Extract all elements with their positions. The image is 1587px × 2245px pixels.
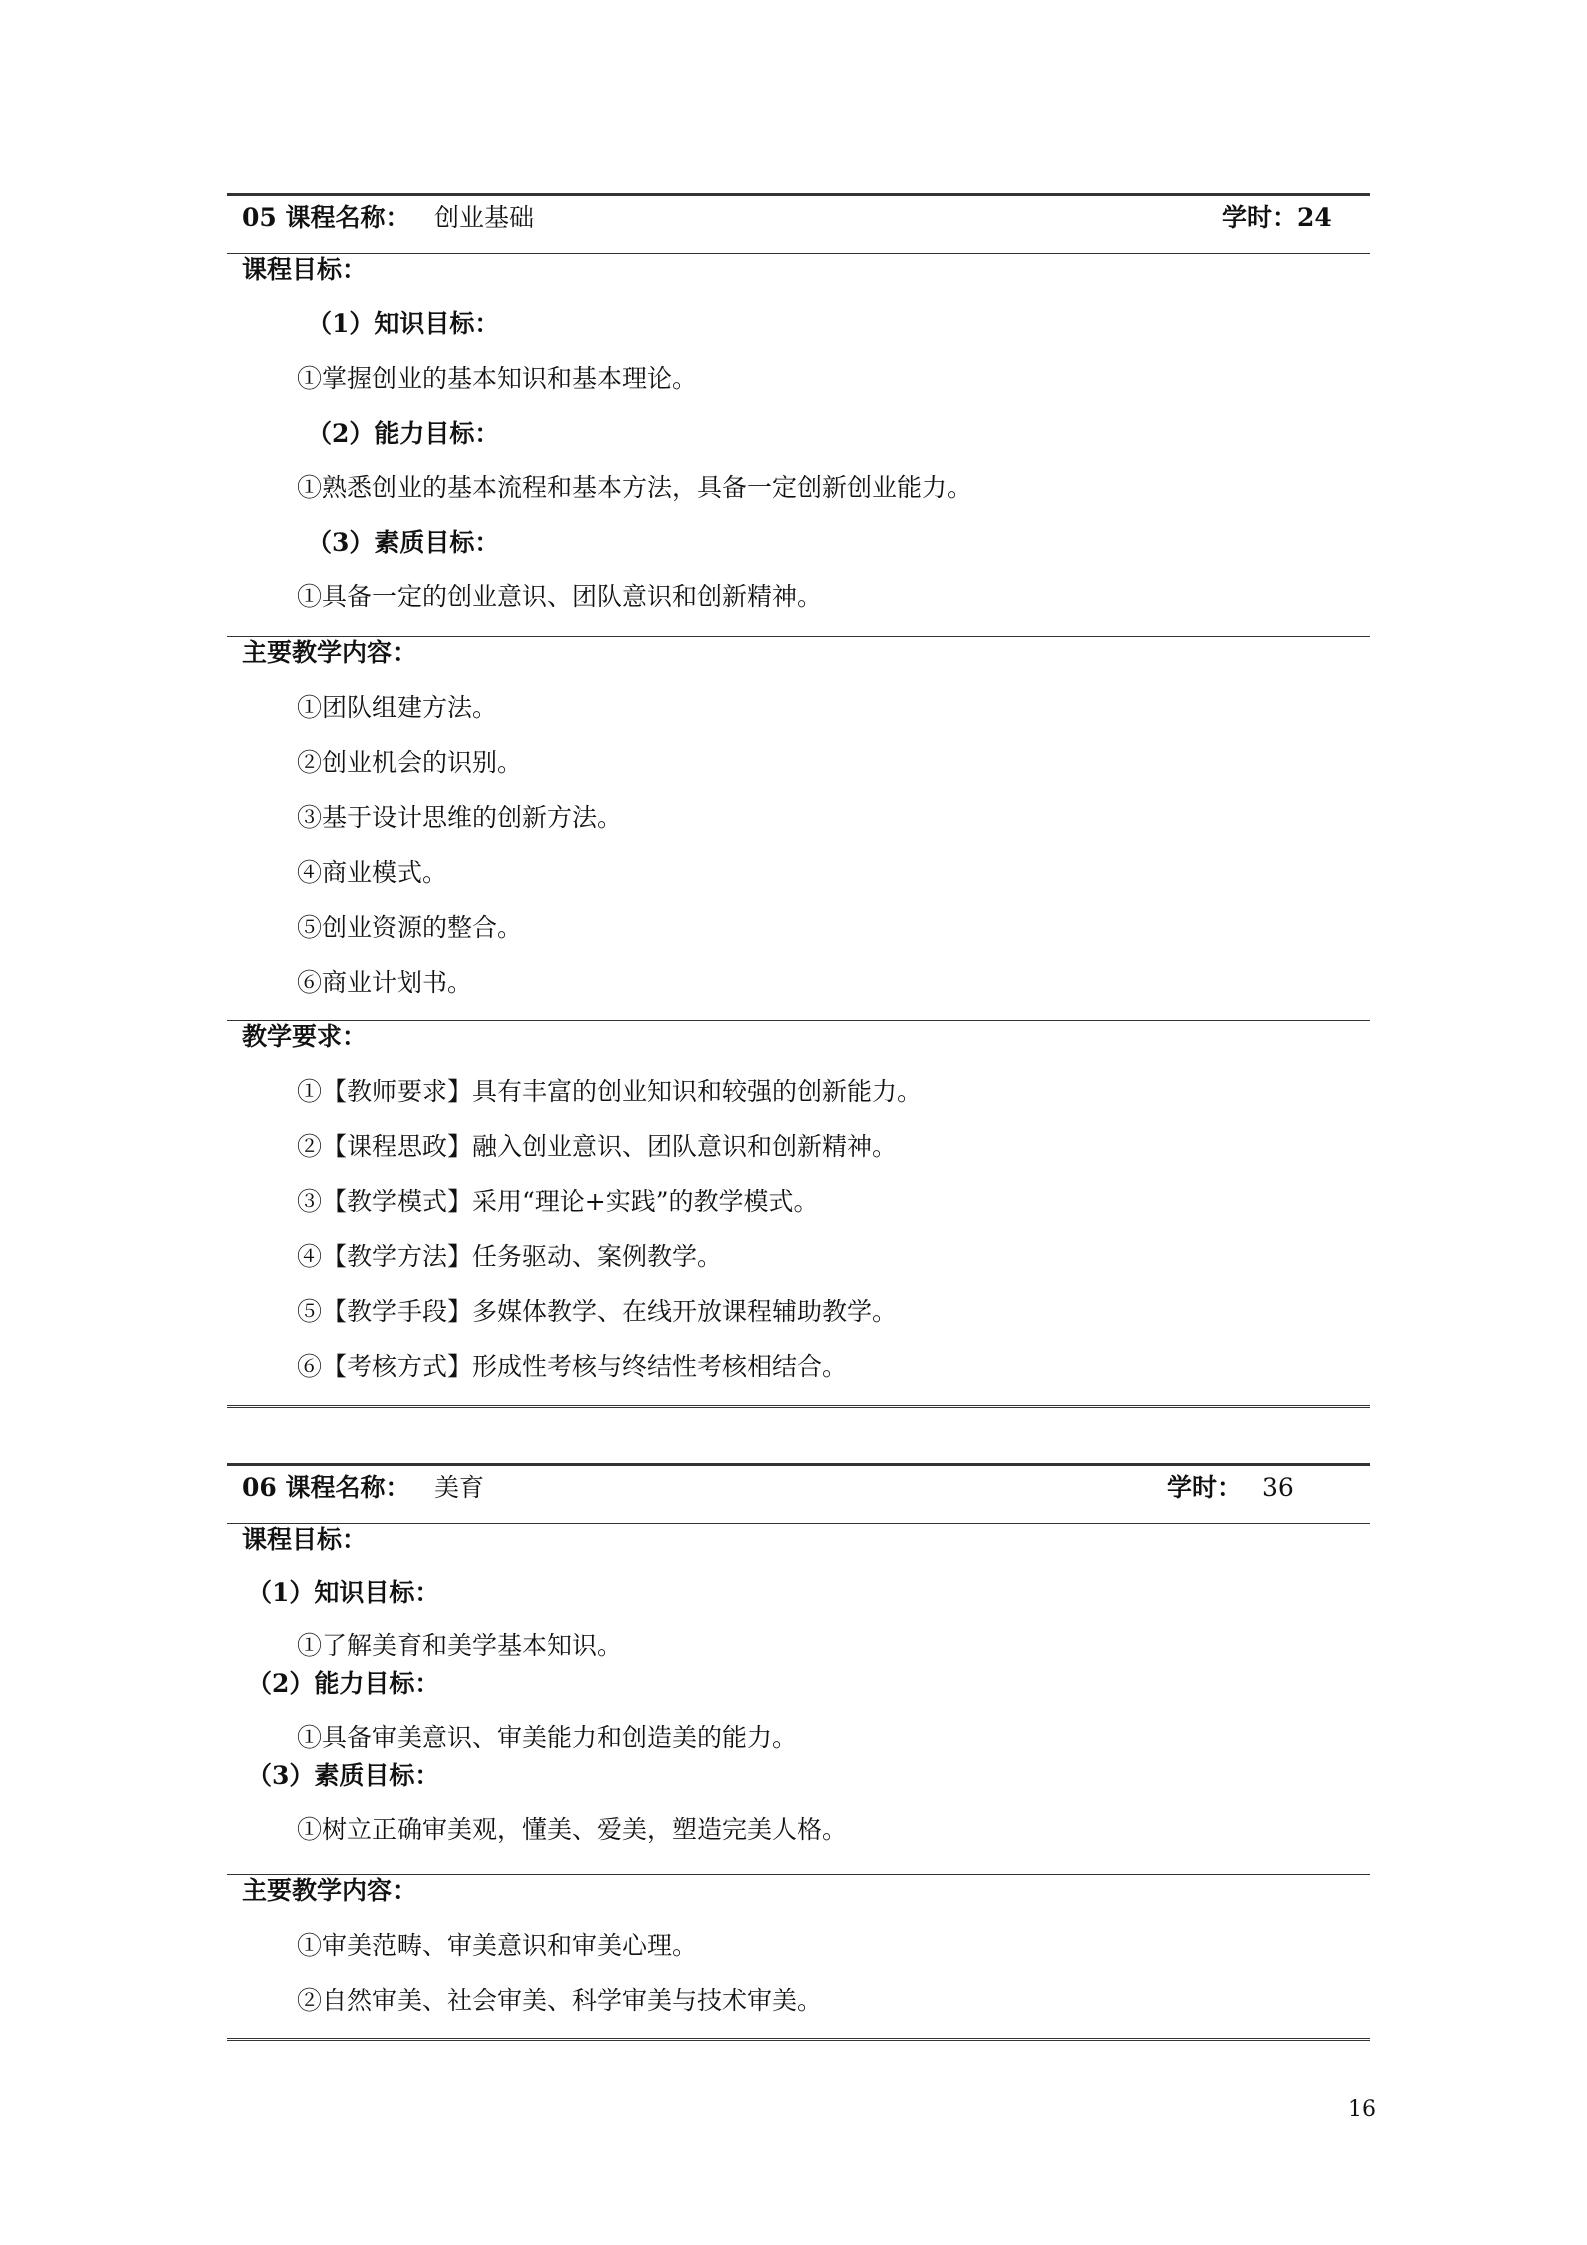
content-item: ③基于设计思维的创新方法。 [297, 803, 623, 832]
content-rule [227, 1020, 1370, 1021]
course-no-label: 06 课程名称： [242, 1473, 411, 1502]
goals-label: 课程目标： [242, 255, 368, 284]
quality-goal-item: ①树立正确审美观，懂美、爱美，塑造完美人格。 [297, 1815, 848, 1844]
requirement-item: ⑥【考核方式】形成性考核与终结性考核相结合。 [297, 1352, 848, 1381]
requirement-item: ④【教学方法】任务驱动、案例教学。 [297, 1242, 723, 1271]
course-hours: 学时：24 [1222, 203, 1332, 232]
course-hours-label: 学时： [1167, 1473, 1243, 1502]
knowledge-goal-item: ①掌握创业的基本知识和基本理论。 [297, 364, 698, 393]
quality-goal-item: ①具备一定的创业意识、团队意识和创新精神。 [297, 582, 823, 611]
course-name: 美育 [434, 1473, 485, 1502]
content-item: ⑥商业计划书。 [297, 968, 473, 997]
ability-goal-item: ①具备审美意识、审美能力和创造美的能力。 [297, 1723, 798, 1752]
goals-label: 课程目标： [242, 1525, 368, 1554]
requirement-item: ②【课程思政】融入创业意识、团队意识和创新精神。 [297, 1132, 898, 1161]
knowledge-goal-label: （1）知识目标： [247, 1578, 440, 1607]
goals-rule [227, 1874, 1370, 1875]
content-item: ④商业模式。 [297, 858, 448, 887]
content-item: ②创业机会的识别。 [297, 748, 523, 777]
requirement-item: ①【教师要求】具有丰富的创业知识和较强的创新能力。 [297, 1077, 923, 1106]
header-rule [227, 253, 1370, 254]
requirements-label: 教学要求： [242, 1022, 368, 1051]
content-label: 主要教学内容： [242, 1876, 418, 1905]
course-hours-value: 36 [1262, 1473, 1294, 1502]
bottom-rule [227, 2038, 1370, 2044]
requirement-item: ⑤【教学手段】多媒体教学、在线开放课程辅助教学。 [297, 1297, 898, 1326]
content-item: ②自然审美、社会审美、科学审美与技术审美。 [297, 1986, 823, 2015]
knowledge-goal-label: （1）知识目标： [307, 309, 500, 338]
course-no-label: 05 课程名称： [242, 203, 411, 232]
quality-goal-label: （3）素质目标： [247, 1761, 440, 1790]
content-item: ⑤创业资源的整合。 [297, 913, 523, 942]
course-05-section [227, 193, 1370, 1413]
top-rule [227, 193, 1370, 196]
quality-goal-label: （3）素质目标： [307, 528, 500, 557]
content-item: ①团队组建方法。 [297, 693, 498, 722]
requirement-item: ③【教学模式】采用“理论+实践”的教学模式。 [297, 1187, 819, 1216]
course-06-section [227, 1463, 1370, 2048]
header-rule [227, 1523, 1370, 1524]
course-name: 创业基础 [434, 203, 535, 232]
ability-goal-item: ①熟悉创业的基本流程和基本方法，具备一定创新创业能力。 [297, 473, 973, 502]
bottom-rule [227, 1405, 1370, 1411]
ability-goal-label: （2）能力目标： [247, 1669, 440, 1698]
content-label: 主要教学内容： [242, 638, 418, 667]
ability-goal-label: （2）能力目标： [307, 419, 500, 448]
knowledge-goal-item: ①了解美育和美学基本知识。 [297, 1631, 623, 1660]
content-item: ①审美范畴、审美意识和审美心理。 [297, 1931, 698, 1960]
top-rule [227, 1463, 1370, 1466]
goals-rule [227, 636, 1370, 637]
page-number: 16 [1348, 2097, 1376, 2122]
